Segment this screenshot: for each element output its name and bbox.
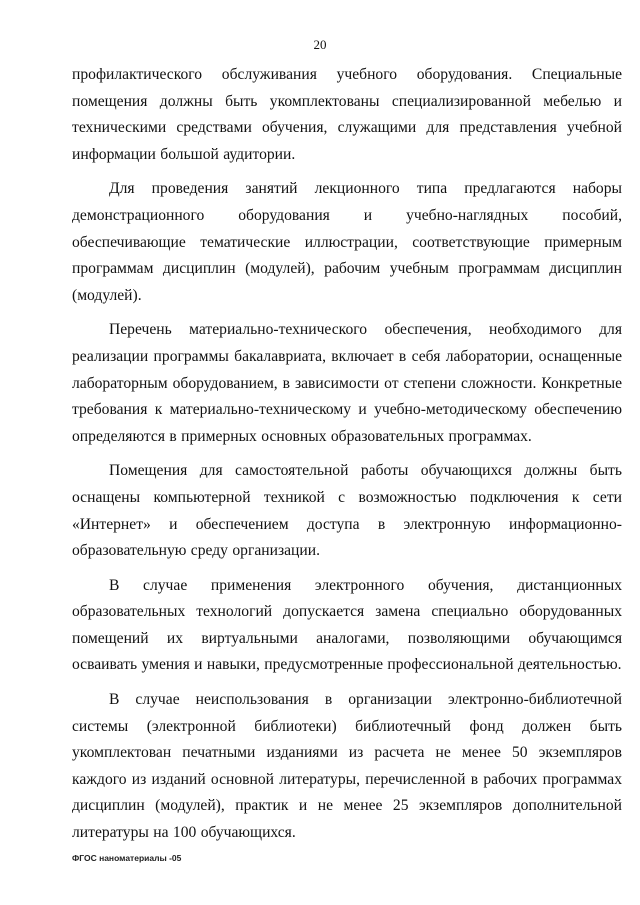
paragraph-e-learning: В случае применения электронного обучения, дистанционных образовательных технологий допускается замена специально оборудованных помещений их виртуальными аналогами, позволяющими обучающимся осваивать умения и навыки, предусмотренные профессиональной деятельностью. (72, 576, 622, 674)
paragraph-material-support: Перечень материально-технического обеспечения, необходимого для реализации программы бакалавриата, включает в себя лаборатории, оснащенные лабораторным оборудованием, в зависимости от степени сложности. Конкретные требования к материально-техническому и учебно-методическому обеспечению определяются в примерных основных образовательных программах. (72, 321, 622, 445)
paragraph-lecture-equipment: Для проведения занятий лекционного типа предлагаются наборы демонстрационного оборудования и учебно-наглядных пособий, обеспечивающие тематические иллюстрации, соответствующие примерным программам дисциплин (модулей), рабочим учебным программам дисциплин (модулей). (72, 180, 622, 304)
paragraph-self-study-rooms: Помещения для самостоятельной работы обучающихся должны быть оснащены компьютерной техникой с возможностью подключения к сети «Интернет» и обеспечением доступа в электронную информационно-образовательную среду организации. (72, 462, 622, 560)
paragraph-library-fund: В случае неиспользования в организации электронно-библиотечной системы (электронной библиотеки) библиотечный фонд должен быть укомплектован печатными изданиями из расчета не менее 50 экземпляров каждого из изданий основной литературы, перечисленной в рабочих программах дисциплин (модулей), практик и не менее 25 экземпляров дополнительной литературы на 100 обучающихся. (72, 691, 622, 842)
footer-label: ФГОС наноматериалы -05 (72, 853, 182, 863)
paragraph-continuation: профилактического обслуживания учебного оборудования. Специальные помещения должны быть укомплектованы специализированной мебелью и техническими средствами обучения, служащими для представления учебной информации большой аудитории. (72, 66, 622, 163)
page-number: 20 (313, 37, 327, 52)
body-text (72, 62, 622, 855)
